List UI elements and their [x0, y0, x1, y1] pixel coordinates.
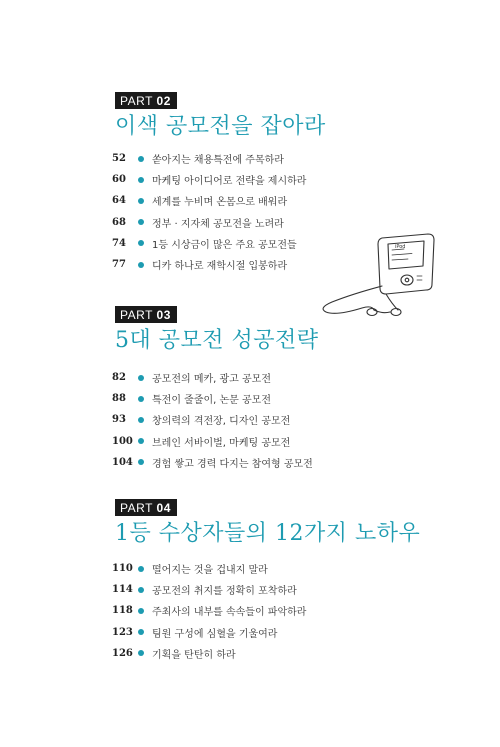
bullet-icon	[138, 438, 144, 444]
bullet-icon	[138, 459, 144, 465]
part-label: PART 02	[115, 92, 177, 109]
toc-item-text: 창의력의 격전장, 디자인 공모전	[152, 416, 291, 428]
bullet-icon	[138, 198, 144, 204]
toc-item-text: 세계를 누비며 온몸으로 배워라	[152, 197, 288, 209]
part-title: 1등 수상자들의 12가지 노하우	[115, 521, 421, 546]
bullet-icon	[138, 240, 144, 246]
page-number: 93	[112, 414, 126, 426]
part-02-header	[115, 90, 326, 140]
toc-item[interactable]	[112, 643, 306, 664]
page-number: 64	[112, 195, 126, 207]
toc-item-text: 1등 시상금이 많은 주요 공모전들	[152, 239, 297, 251]
bullet-icon	[138, 566, 144, 572]
toc-list-part-03	[112, 367, 313, 473]
toc-item[interactable]	[112, 190, 306, 211]
bullet-icon	[138, 608, 144, 614]
toc-item-text: 특전이 줄줄이, 논문 공모전	[152, 395, 271, 407]
toc-item-text: 기획을 탄탄히 하라	[152, 649, 236, 661]
part-label: PART 04	[115, 499, 177, 516]
page-number: 126	[112, 647, 133, 659]
toc-item[interactable]	[112, 409, 313, 430]
mp3-player-illustration	[312, 232, 440, 318]
page-number: 68	[112, 216, 126, 228]
page-number: 104	[112, 456, 133, 468]
toc-item[interactable]	[112, 579, 306, 600]
page-number: 123	[112, 626, 133, 638]
page-number: 60	[112, 174, 126, 186]
toc-item-text: 디카 하나로 재학시절 입봉하라	[152, 261, 288, 273]
toc-item-text: 경험 쌓고 경력 다지는 참여형 공모전	[152, 458, 313, 470]
bullet-icon	[138, 587, 144, 593]
part-title: 이색 공모전을 잡아라	[115, 114, 326, 139]
page-number: 88	[112, 393, 126, 405]
bullet-icon	[138, 375, 144, 381]
toc-item-text: 브레인 서바이벌, 마케팅 공모전	[152, 437, 291, 449]
toc-item-text: 쏟아지는 채용특전에 주목하라	[152, 155, 284, 167]
part-03-header	[115, 304, 319, 354]
toc-item[interactable]	[112, 148, 306, 169]
page-number: 77	[112, 259, 126, 271]
toc-item-text: 정부 · 지자체 공모전을 노려라	[152, 218, 284, 230]
toc-item-text: 주최사의 내부를 속속들이 파악하라	[152, 607, 307, 619]
toc-list-part-04	[112, 558, 306, 664]
bullet-icon	[138, 219, 144, 225]
toc-item[interactable]	[112, 233, 306, 254]
toc-item-text: 공모전의 메카, 광고 공모전	[152, 374, 271, 386]
page-number: 52	[112, 153, 126, 165]
page-number: 100	[112, 435, 133, 447]
page-number: 114	[112, 584, 133, 596]
toc-item[interactable]	[112, 622, 306, 643]
toc-item[interactable]	[112, 254, 306, 275]
page-number: 82	[112, 372, 126, 384]
page-number: 74	[112, 237, 126, 249]
brand-label: iPod	[395, 244, 406, 250]
bullet-icon	[138, 156, 144, 162]
bullet-icon	[138, 396, 144, 402]
toc-item[interactable]	[112, 558, 306, 579]
bullet-icon	[138, 177, 144, 183]
toc-item[interactable]	[112, 452, 313, 473]
page-number: 118	[112, 605, 133, 617]
part-04-header	[115, 497, 420, 547]
toc-item[interactable]	[112, 212, 306, 233]
toc-item[interactable]	[112, 388, 313, 409]
bullet-icon	[138, 417, 144, 423]
toc-item[interactable]	[112, 367, 313, 388]
toc-item[interactable]	[112, 431, 313, 452]
bullet-icon	[138, 629, 144, 635]
toc-item-text: 떨어지는 것을 겁내지 말라	[152, 565, 268, 577]
bullet-icon	[138, 650, 144, 656]
toc-item[interactable]	[112, 169, 306, 190]
part-label: PART 03	[115, 306, 177, 323]
toc-list-part-02	[112, 148, 306, 275]
part-title: 5대 공모전 성공전략	[115, 328, 319, 353]
bullet-icon	[138, 262, 144, 268]
page-number: 110	[112, 563, 133, 575]
toc-item-text: 팀원 구성에 심혈을 기울여라	[152, 628, 278, 640]
toc-item-text: 마케팅 아이디어로 전략을 제시하라	[152, 176, 307, 188]
toc-item[interactable]	[112, 600, 306, 621]
toc-item-text: 공모전의 취지를 정확히 포착하라	[152, 586, 297, 598]
